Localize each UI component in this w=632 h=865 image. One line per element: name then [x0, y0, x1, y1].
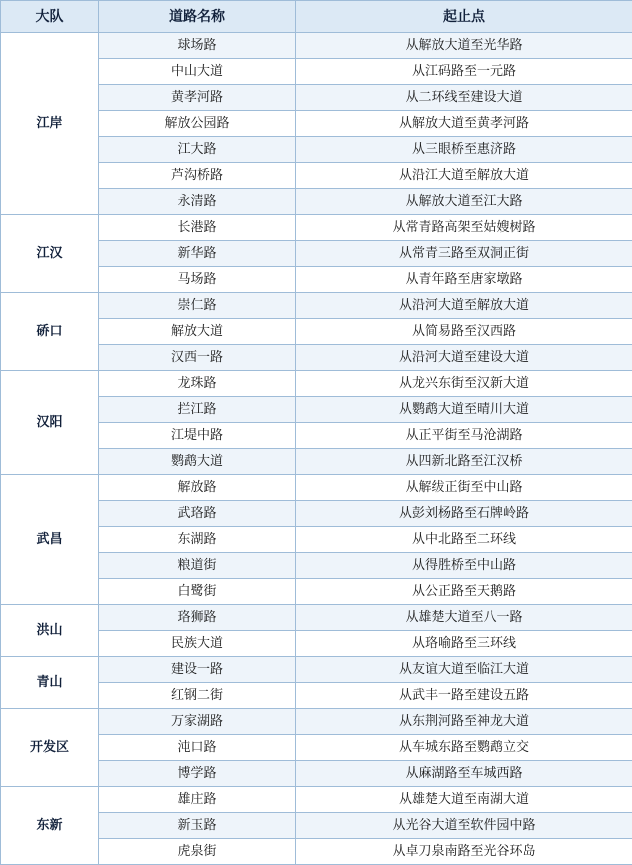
group-cell: 硚口 — [1, 293, 99, 371]
group-cell: 江汉 — [1, 215, 99, 293]
table-row — [1, 371, 632, 397]
road-name-cell: 沌口路 — [99, 735, 296, 761]
table-row — [1, 709, 632, 735]
range-cell: 从江码路至一元路 — [296, 59, 632, 85]
range-cell: 从正平街至马沧湖路 — [296, 423, 632, 449]
road-name-cell: 建设一路 — [99, 657, 296, 683]
table-row — [1, 215, 632, 241]
range-cell: 从卓刀泉南路至光谷环岛 — [296, 839, 632, 865]
group-cell: 武昌 — [1, 475, 99, 605]
range-cell: 从解放大道至黄孝河路 — [296, 111, 632, 137]
range-cell: 从得胜桥至中山路 — [296, 553, 632, 579]
header-row — [1, 1, 632, 33]
range-cell: 从二环线至建设大道 — [296, 85, 632, 111]
road-name-cell: 中山大道 — [99, 59, 296, 85]
range-cell: 从公正路至天鹅路 — [296, 579, 632, 605]
range-cell: 从常青路高架至姑嫂树路 — [296, 215, 632, 241]
range-cell: 从四新北路至江汉桥 — [296, 449, 632, 475]
road-name-cell: 江大路 — [99, 137, 296, 163]
range-cell: 从简易路至汉西路 — [296, 319, 632, 345]
road-name-cell: 红钢二街 — [99, 683, 296, 709]
road-name-cell: 江堤中路 — [99, 423, 296, 449]
road-name-cell: 解放公园路 — [99, 111, 296, 137]
column-header-range: 起止点 — [296, 1, 632, 33]
road-name-cell: 民族大道 — [99, 631, 296, 657]
group-cell: 青山 — [1, 657, 99, 709]
range-cell: 从车城东路至鹦鹉立交 — [296, 735, 632, 761]
road-name-cell: 雄庄路 — [99, 787, 296, 813]
road-name-cell: 白鹭街 — [99, 579, 296, 605]
range-cell: 从东荆河路至神龙大道 — [296, 709, 632, 735]
road-name-cell: 长港路 — [99, 215, 296, 241]
road-name-cell: 球场路 — [99, 33, 296, 59]
range-cell: 从解绂正街至中山路 — [296, 475, 632, 501]
range-cell: 从青年路至唐家墩路 — [296, 267, 632, 293]
group-cell: 江岸 — [1, 33, 99, 215]
table-row — [1, 475, 632, 501]
road-name-cell: 武珞路 — [99, 501, 296, 527]
range-cell: 从友谊大道至临江大道 — [296, 657, 632, 683]
road-name-cell: 崇仁路 — [99, 293, 296, 319]
table-row — [1, 657, 632, 683]
road-name-cell: 黄孝河路 — [99, 85, 296, 111]
road-name-cell: 虎泉街 — [99, 839, 296, 865]
table-body — [1, 33, 632, 865]
road-name-cell: 芦沟桥路 — [99, 163, 296, 189]
range-cell: 从沿江大道至解放大道 — [296, 163, 632, 189]
road-name-cell: 鹦鹉大道 — [99, 449, 296, 475]
range-cell: 从彭刘杨路至石牌岭路 — [296, 501, 632, 527]
road-name-cell: 马场路 — [99, 267, 296, 293]
range-cell: 从中北路至二环线 — [296, 527, 632, 553]
road-name-cell: 拦江路 — [99, 397, 296, 423]
table-row — [1, 605, 632, 631]
group-cell: 东新 — [1, 787, 99, 865]
road-name-cell: 万家湖路 — [99, 709, 296, 735]
road-name-cell: 汉西一路 — [99, 345, 296, 371]
range-cell: 从光谷大道至软件园中路 — [296, 813, 632, 839]
range-cell: 从常青三路至双洞正街 — [296, 241, 632, 267]
range-cell: 从雄楚大道至南湖大道 — [296, 787, 632, 813]
road-name-cell: 解放大道 — [99, 319, 296, 345]
road-name-cell: 珞狮路 — [99, 605, 296, 631]
range-cell: 从龙兴东街至汉新大道 — [296, 371, 632, 397]
road-name-cell: 新华路 — [99, 241, 296, 267]
range-cell: 从鹦鹉大道至晴川大道 — [296, 397, 632, 423]
range-cell: 从沿河大道至解放大道 — [296, 293, 632, 319]
group-cell: 汉阳 — [1, 371, 99, 475]
range-cell: 从解放大道至光华路 — [296, 33, 632, 59]
road-name-cell: 粮道街 — [99, 553, 296, 579]
range-cell: 从麻湖路至车城西路 — [296, 761, 632, 787]
table-row — [1, 293, 632, 319]
range-cell: 从雄楚大道至八一路 — [296, 605, 632, 631]
road-name-cell: 新玉路 — [99, 813, 296, 839]
group-cell: 洪山 — [1, 605, 99, 657]
range-cell: 从解放大道至江大路 — [296, 189, 632, 215]
range-cell: 从武丰一路至建设五路 — [296, 683, 632, 709]
group-cell: 开发区 — [1, 709, 99, 787]
road-name-cell: 博学路 — [99, 761, 296, 787]
column-header-road-name: 道路名称 — [99, 1, 296, 33]
table-row — [1, 787, 632, 813]
road-name-cell: 解放路 — [99, 475, 296, 501]
table-header — [1, 1, 632, 33]
column-header-group: 大队 — [1, 1, 99, 33]
range-cell: 从三眼桥至惠济路 — [296, 137, 632, 163]
road-name-cell: 龙珠路 — [99, 371, 296, 397]
range-cell: 从珞喻路至三环线 — [296, 631, 632, 657]
table-row — [1, 33, 632, 59]
range-cell: 从沿河大道至建设大道 — [296, 345, 632, 371]
road-name-cell: 东湖路 — [99, 527, 296, 553]
road-name-cell: 永清路 — [99, 189, 296, 215]
